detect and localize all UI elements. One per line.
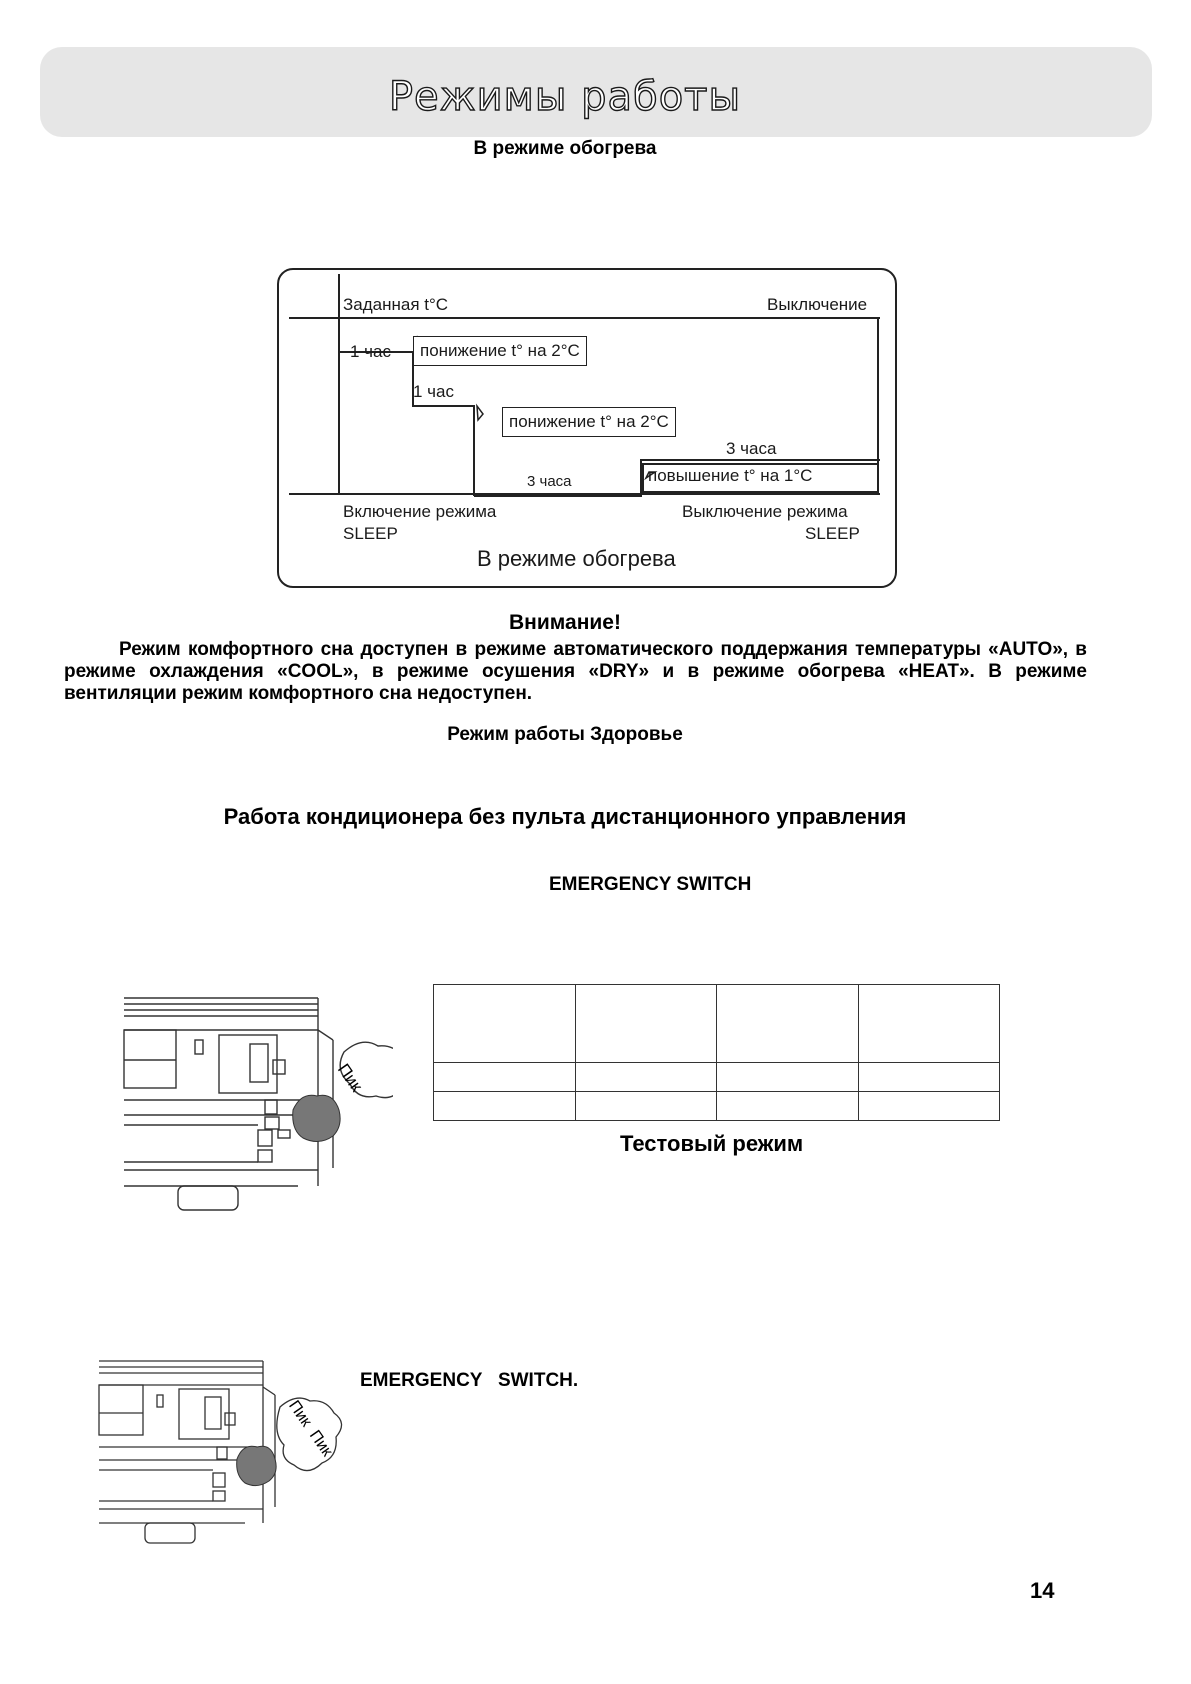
beep-text-2: Пик Пик	[285, 1397, 336, 1460]
hours-3-label-b: 3 часа	[527, 473, 572, 490]
heating-subtitle: В режиме обогрева	[473, 138, 657, 159]
hour-1-label-b: 1 час	[413, 382, 454, 401]
table-cell	[575, 985, 717, 1063]
raise-temp-callout: повышение t° на 1°C	[648, 466, 813, 485]
off-label: Выключение	[767, 295, 868, 314]
table-cell	[434, 985, 576, 1063]
table-cell	[717, 1092, 859, 1121]
sleep-on-line1: Включение режима	[343, 502, 497, 521]
lower-temp-callout-2: понижение t° на 2°C	[502, 407, 676, 437]
page-number: 14	[1030, 1578, 1055, 1603]
emergency-switch-label-1: EMERGENCY SWITCH	[549, 874, 752, 895]
table-cell	[434, 1063, 576, 1092]
test-mode-heading: Тестовый режим	[620, 1131, 804, 1156]
table-cell	[858, 1092, 1000, 1121]
indoor-unit-illustration-1	[118, 990, 393, 1215]
table-cell	[717, 985, 859, 1063]
table-cell	[434, 1092, 576, 1121]
attention-text: Режим комфортного сна доступен в режиме автоматического поддержания температуры «AUTO», в режиме охлаждения «COOL», в режиме осушения «DRY» и в режиме обогрева «HEAT». В режиме вентиляции режим комфортного сна недоступен.	[64, 639, 1087, 704]
attention-title: Внимание!	[509, 611, 621, 634]
table-cell	[575, 1092, 717, 1121]
sleep-off-line2: SLEEP	[805, 524, 860, 543]
sleep-off-line1: Выключение режима	[682, 502, 848, 521]
hours-3-label-a: 3 часа	[726, 439, 777, 458]
sleep-on-line2: SLEEP	[343, 524, 398, 543]
no-remote-heading: Работа кондиционера без пульта дистанционного управления	[223, 804, 907, 829]
emergency-mode-table	[433, 984, 1000, 1121]
diagram-caption: В режиме обогрева	[477, 546, 676, 571]
page-title: Режимы работы	[388, 74, 742, 120]
emergency-switch-label-2: EMERGENCY SWITCH.	[360, 1370, 579, 1391]
set-temp-label: Заданная t°C	[343, 295, 449, 314]
health-mode-heading: Режим работы Здоровье	[447, 724, 683, 745]
table-cell	[858, 1063, 1000, 1092]
beep-text-1: Пик	[333, 1060, 367, 1096]
table-cell	[858, 985, 1000, 1063]
lower-temp-callout-1: понижение t° на 2°C	[413, 336, 587, 366]
table-cell	[717, 1063, 859, 1092]
table-cell	[575, 1063, 717, 1092]
hour-1-label-a: 1 час	[350, 342, 391, 361]
